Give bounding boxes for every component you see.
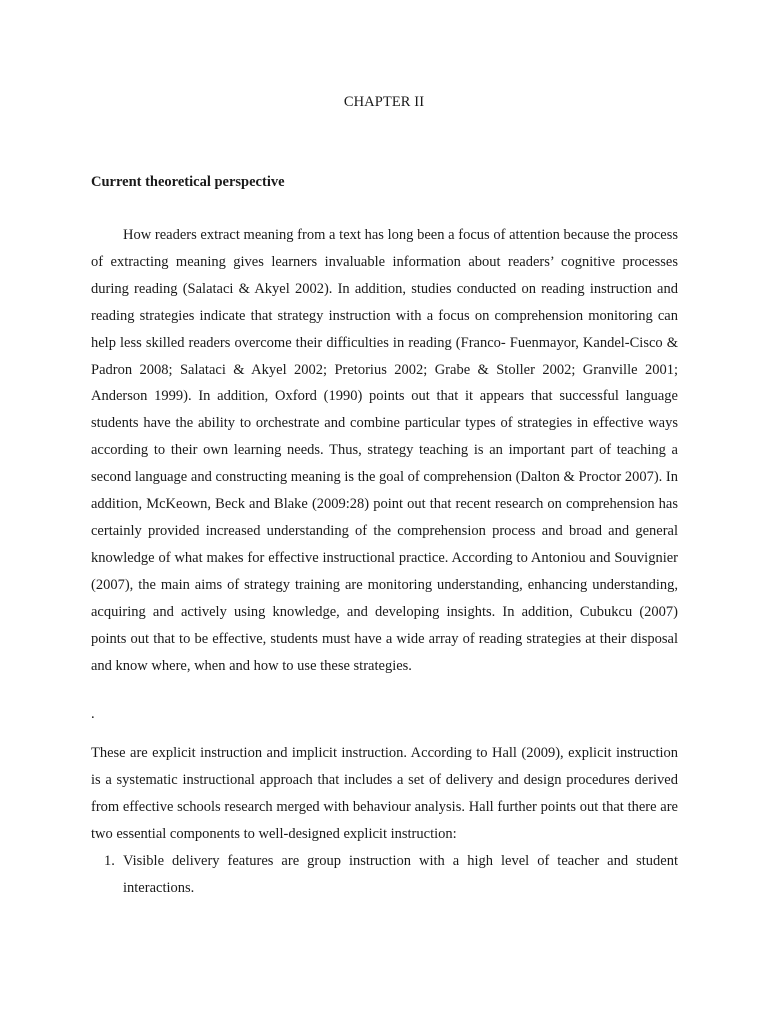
list-item: [104, 848, 678, 902]
list-item-number: 1.: [104, 853, 115, 869]
chapter-title: CHAPTER II: [343, 94, 425, 110]
body-paragraph-1: How readers extract meaning from a text has long been a focus of attention because the process of extracting meaning gives learners invaluable information about readers’ cognitive processes during reading (Salataci & Akyel 2002). In addition, studies conducted on reading instruction and reading strategies indicate that strategy instruction with a focus on comprehension monitoring can help less skilled readers overcome their difficulties in reading (Franco- Fuenmayor, Kandel-Cisco & Padron 2008; Salataci & Akyel 2002; Pretorius 2002; Grabe & Stoller 2002; Granville 2001; Anderson 1999). In addition, Oxford (1990) points out that it appears that successful language students have the ability to orchestrate and combine particular types of strategies in effective ways according to their own learning needs. Thus, strategy teaching is an important part of teaching a second language and constructing meaning is the goal of comprehension (Dalton & Proctor 2007). In addition, McKeown, Beck and Blake (2009:28) point out that recent research on comprehension has certainly provided increased understanding of the comprehension process and broad and general knowledge of what makes for effective instructional practice. According to Antoniou and Souvignier (2007), the main aims of strategy training are monitoring understanding, enhancing understanding, acquiring and actively using knowledge, and developing insights. In addition, Cubukcu (2007) points out that to be effective, students must have a wide array of reading strategies at their disposal and know where, when and how to use these strategies.: [91, 227, 678, 674]
stray-period-mark: .: [91, 706, 95, 722]
list-item-text: Visible delivery features are group instruction with a high level of teacher and student interactions.: [123, 853, 678, 896]
numbered-list: [104, 848, 678, 902]
section-heading: Current theoretical perspective: [91, 174, 285, 190]
body-paragraph-2: These are explicit instruction and implicit instruction. According to Hall (2009), explicit instruction is a systematic instructional approach that includes a set of delivery and design procedures derived from effective schools research merged with behaviour analysis. Hall further points out that there are two essential components to well-designed explicit instruction:: [91, 745, 678, 842]
